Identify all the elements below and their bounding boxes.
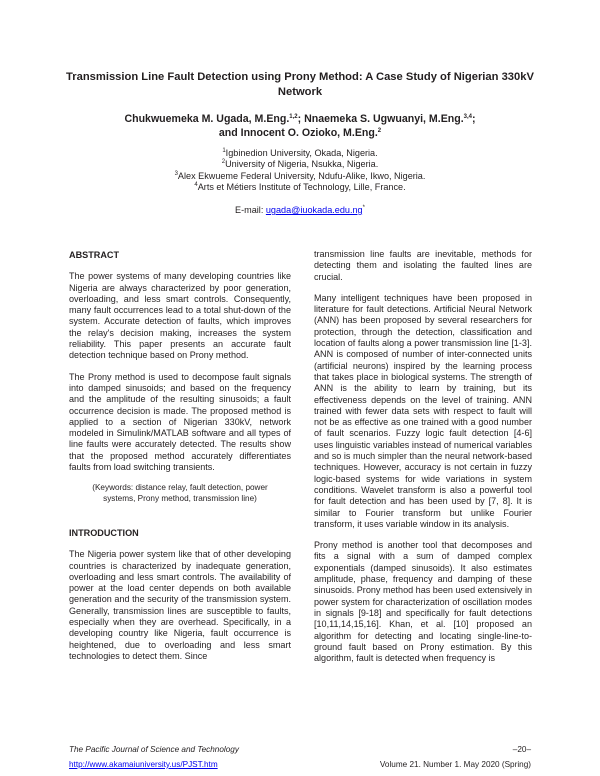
affiliation-3-num: 3 bbox=[174, 170, 178, 177]
page-number: –20– bbox=[512, 745, 531, 754]
author-1-affil-marks: 1,2 bbox=[289, 114, 298, 120]
author-2-affil-marks: 3,4 bbox=[463, 114, 472, 120]
right-paragraph-2: Many intelligent techniques have been proposed in literature for fault detections. Artificial Neural Network (ANN) has been proposed by several researchers for protection, through the detection, classification and location of faults along a power transmission line [1-3]. ANN is composed of number of inter-connected units (artificial neurons) inspired by the learning process that takes place in biological systems. The strength of ANN is the ability to learn by training, but its effectiveness depends on the level of training. ANN trained with fewer data sets with respect to fault will not be as effective as one trained with a good number of fault scenarios. Fuzzy logic fault detection [4-6] uses linguistic variables instead of numerical variables and so is much simpler than the neural network-based techniques. However, accuracy is not certain in fuzzy logic-based systems for wide variations in system conditions. Wavelet transform is also a powerful tool for fault detection and has been used by [7, 8]. It is similar to Fourier transform but unlike Fourier transform, it uses variable window in its analysis. bbox=[314, 292, 532, 529]
author-list bbox=[60, 113, 540, 140]
left-column bbox=[69, 250, 291, 672]
affiliation-1 bbox=[60, 148, 540, 159]
abstract-heading: ABSTRACT bbox=[69, 250, 120, 260]
affiliation-2-num: 2 bbox=[221, 159, 226, 166]
abstract-paragraph-2: The Prony method is used to decompose fault signals into damped sinusoids; and based on the frequency and the amplitude of the resulting sinusoids; a fault occurrence decision is made. The proposed method is applied to a section of Nigerian 330kV, network modeled in Simulink/MATLAB software and all types of line faults were accurately detected. The results show that the proposed method accurately differentiates faults from load switching transients. bbox=[69, 371, 291, 473]
volume-info: Volume 21. Number 1. May 2020 (Spring) bbox=[379, 760, 531, 769]
affiliation-3 bbox=[60, 171, 540, 182]
footer-journal-link[interactable]: http://www.akamaiuniversity.us/PJST.htm bbox=[69, 760, 218, 769]
paper-title: Transmission Line Fault Detection using Prony Method: A Case Study of Nigerian 330kV Network bbox=[66, 71, 534, 98]
right-paragraph-3: Prony method is another tool that decomposes and fits a signal with a sum of damped complex exponentials (damped sinusoids). It also estimates amplitude, phase, frequency and damping of these sinusoids. Prony method has been used extensively in power system for characterization of oscillation modes in signals [9-18] and specifically for fault detections [10,11,14,15,16]. Khan, et al. [10] proposed an algorithm for detecting and locating single-line-to-ground fault based on Prony estimation. By this algorithm, fault is detected when frequency is bbox=[314, 540, 532, 664]
affiliation-2 bbox=[60, 159, 540, 170]
footer-journal-name: The Pacific Journal of Science and Technology bbox=[69, 745, 239, 754]
affiliation-list bbox=[60, 148, 540, 193]
affiliation-2-text: University of Nigeria, Nsukka, Nigeria. bbox=[225, 159, 379, 170]
right-paragraph-1: transmission line faults are inevitable, methods for detecting them and isolating the faulted lines are crucial. bbox=[314, 249, 532, 282]
email-link[interactable]: ugada@iuokada.edu.ng bbox=[265, 205, 363, 215]
affiliation-4-num: 4 bbox=[194, 181, 198, 188]
affiliation-4-text: Arts et Métiers Institute of Technology, Lille, France. bbox=[197, 181, 406, 192]
email-line bbox=[60, 205, 540, 215]
author-3: Innocent O. Ozioko, M.Eng. bbox=[240, 126, 378, 139]
affiliation-4 bbox=[60, 182, 540, 193]
email-label: E-mail: bbox=[235, 205, 266, 215]
author-3-prefix: and bbox=[218, 126, 241, 139]
abstract-paragraph-1: The power systems of many developing countries like Nigeria are always characterized by poor generation, overloading, and less smart controls. Consequently, many fault occurrences lead to a total shut-down of the system. Accurate detection of faults, which improves the relay's decision making, increases the system reliability. This paper presents an accurate fault detection technique based on Prony method. bbox=[69, 271, 291, 361]
author-separator: ; bbox=[297, 113, 305, 125]
author-1: Chukwuemeka M. Ugada, M.Eng. bbox=[124, 113, 290, 125]
affiliation-1-text: Igbinedion University, Okada, Nigeria. bbox=[225, 148, 378, 158]
introduction-heading: INTRODUCTION bbox=[69, 527, 139, 538]
affiliation-1-num: 1 bbox=[222, 148, 226, 154]
author-2: Nnaemeka S. Ugwuanyi, M.Eng. bbox=[304, 113, 464, 125]
corresponding-mark: * bbox=[362, 205, 365, 211]
right-column bbox=[314, 249, 532, 674]
introduction-paragraph-1: The Nigeria power system like that of other developing countries is characterized by inadequate generation, overloading and less smart controls. The availability of power at the load center depends on both available generation and the security of the transmission system. Generally, transmission lines are susceptible to faults, especially when they are overhead. Specifically, in a developing country like Nigeria, fault occurrence is heightened, due to overloading and less smart technologies to detect them. Since bbox=[69, 549, 291, 661]
author-separator: ; bbox=[472, 113, 476, 125]
author-3-affil-marks: 2 bbox=[377, 127, 382, 134]
affiliation-3-text: Alex Ekwueme Federal University, Ndufu-Alike, Ikwo, Nigeria. bbox=[177, 170, 426, 181]
keywords: (Keywords: distance relay, fault detection, power systems, Prony method, transmission line) bbox=[92, 483, 268, 503]
